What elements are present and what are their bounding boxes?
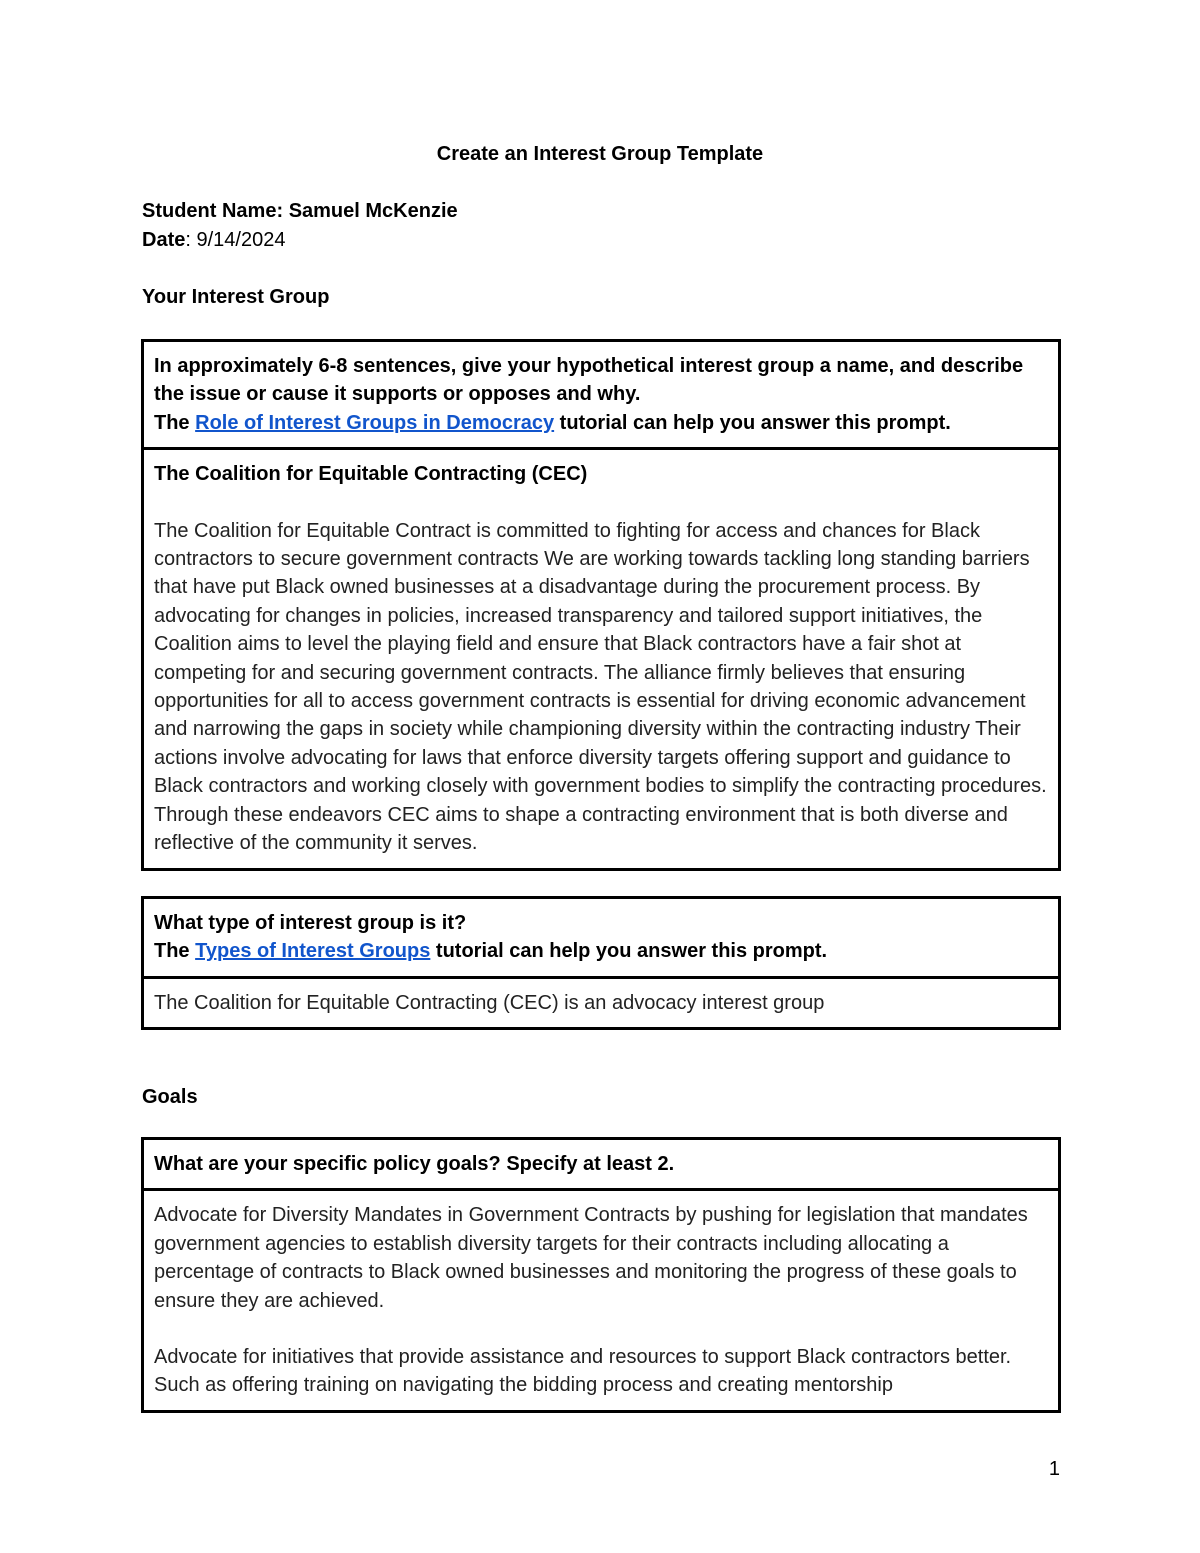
goal-2-text: Advocate for initiatives that provide assistance and resources to support Black contractors better. Such as offering training on navigating the bidding process and creating mentorship xyxy=(154,1346,1012,1397)
student-name-line xyxy=(142,198,458,224)
section-heading-goals: Goals xyxy=(142,1086,198,1108)
student-name-label: Student Name: xyxy=(142,200,289,222)
prompt-text: In approximately 6-8 sentences, give your hypothetical interest group a name, and describe the issue or cause it supports or opposes and why. xyxy=(154,355,1024,406)
role-of-interest-groups-link[interactable]: Role of Interest Groups in Democracy xyxy=(195,411,555,434)
section-heading-interest-group: Your Interest Group xyxy=(142,286,330,308)
goal-1-text: Advocate for Diversity Mandates in Government Contracts by pushing for legislation that mandates government agencies to establish diversity targets for their contracts including allocating a percentage of contracts to Black owned businesses and monitoring the progress of these goals to ensure they are achieved. xyxy=(154,1204,1028,1312)
date-label: Date xyxy=(142,229,186,251)
group-name: The Coalition for Equitable Contracting (CEC) xyxy=(154,463,588,486)
prompt-cell-goals: What are your specific policy goals? Specify at least 2. xyxy=(154,1153,675,1175)
answer-cell-interest-group xyxy=(144,447,1058,867)
group-description: The Coalition for Equitable Contract is committed to fighting for access and chances for Black contractors to secure government contracts We are working towards tackling long standing barriers that have put Black owned businesses at a disadvantage during the procurement process. By advocating for changes in policies, increased transparency and tailored support initiatives, the Coalition aims to level the playing field and ensure that Black contractors have a fair shot at competing for and securing government contracts. The alliance firmly believes that ensuring opportunities for all to access government contracts is essential for driving economic advancement and narrowing the gaps in society while championing diversity within the contracting industry Their actions involve advocating for laws that enforce diversity targets offering support and guidance to Black contractors and working closely with government bodies to simplify the contracting procedures. Through these endeavors CEC aims to shape a contracting environment that is both diverse and reflective of the community it serves. xyxy=(154,519,1047,855)
date-value: : 9/14/2024 xyxy=(185,229,286,251)
spacer xyxy=(154,1315,1048,1343)
interest-group-table xyxy=(141,339,1061,871)
prompt-cell-group-type xyxy=(144,899,1058,976)
document-title: Create an Interest Group Template xyxy=(436,143,764,165)
prompt-cell-interest-group xyxy=(144,342,1058,447)
date-line xyxy=(142,227,285,253)
answer-cell-group-type: The Coalition for Equitable Contracting (CEC) is an advocacy interest group xyxy=(144,976,1058,1027)
page-number: 1 xyxy=(1048,1458,1060,1480)
group-type-table xyxy=(141,896,1061,1030)
answer-cell-goals xyxy=(144,1188,1058,1409)
prompt-text: What type of interest group is it? xyxy=(154,912,467,934)
spacer xyxy=(154,489,1048,517)
student-name-value: Samuel McKenzie xyxy=(288,200,458,222)
prompt-prefix: The xyxy=(154,411,196,434)
types-of-interest-groups-link[interactable]: Types of Interest Groups xyxy=(195,940,431,963)
prompt-prefix: The xyxy=(154,940,196,963)
goals-table xyxy=(141,1137,1061,1413)
prompt-suffix: tutorial can help you answer this prompt. xyxy=(430,940,828,963)
prompt-suffix: tutorial can help you answer this prompt. xyxy=(554,411,951,434)
